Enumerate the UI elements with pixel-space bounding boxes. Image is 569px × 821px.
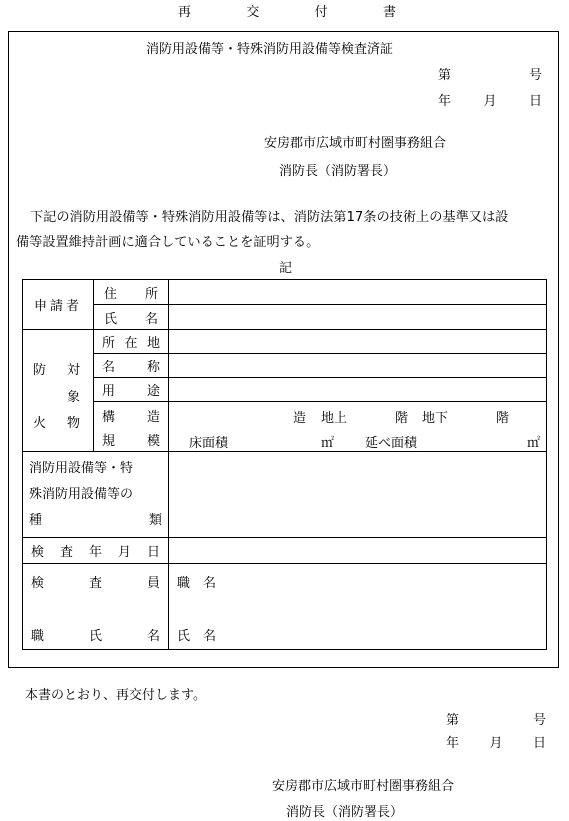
name-value[interactable] (169, 305, 547, 330)
date-line (438, 90, 542, 109)
name-label-char: 名 (144, 311, 158, 327)
applicant-cell (23, 280, 94, 330)
location-char: 地 (146, 336, 160, 351)
title-name-char: 名 (146, 629, 160, 644)
title-name-label (31, 625, 160, 644)
meisho-label-cell (94, 354, 169, 378)
inspection-date-char: 検 (31, 545, 45, 560)
structure-label-cell (94, 402, 169, 429)
inspection-date-char: 年 (88, 545, 102, 560)
equipment-type-label-cell (23, 452, 169, 538)
scale-label-cell (94, 429, 169, 452)
target-char: 物 (67, 415, 81, 431)
inspection-date-char: 日 (146, 545, 160, 560)
location-char: 在 (124, 336, 138, 351)
inspector-char: 検 (31, 576, 45, 591)
address-label-cell (94, 280, 169, 305)
usage-char: 途 (146, 384, 160, 399)
target-char: 防 (33, 362, 47, 378)
target-building-label (23, 336, 93, 446)
title-char: 再 (178, 5, 192, 20)
ki-label: 記 (279, 261, 293, 276)
address-label-char: 所 (144, 286, 158, 302)
reissue-issuer-org: 安房郡市広域市町村圏事務組合 (272, 779, 455, 794)
reissue-document-title (178, 1, 396, 20)
number-line (438, 64, 542, 83)
location-label-cell (94, 330, 169, 354)
shi-mei-label: 氏 名 (177, 629, 217, 644)
title-char: 書 (382, 5, 396, 20)
inspector-value[interactable] (169, 564, 547, 650)
target-char: 対 (67, 362, 81, 378)
floors-text: 階 (395, 411, 409, 426)
reissue-note: 本書のとおり、再交付します。 (25, 688, 206, 703)
sqm-unit: ㎡ (321, 435, 335, 451)
equipment-type-value[interactable] (169, 452, 547, 538)
title-name-char: 氏 (88, 629, 102, 644)
meisho-char: 名 (102, 360, 116, 375)
applicant-label: 申請者 (33, 299, 82, 314)
number-suffix: 号 (528, 68, 542, 83)
scale-value[interactable] (169, 429, 547, 452)
inspection-date-char: 月 (117, 545, 131, 560)
number-prefix: 第 (438, 68, 452, 83)
usage-char: 用 (102, 384, 116, 399)
inspector-char: 査 (88, 576, 102, 591)
month-label: 月 (489, 736, 503, 751)
year-label: 年 (438, 94, 452, 109)
inspection-date-label-cell (23, 538, 169, 564)
below-ground-text: 地下 (422, 411, 449, 426)
equipment-line3 (29, 508, 162, 534)
reissue-date-line (446, 732, 546, 751)
meisho-char: 称 (146, 360, 160, 375)
floor-area-label: 床面積 (189, 435, 229, 451)
floors-text: 階 (496, 411, 510, 426)
certificate-body-line2: 備等設置維持計画に適合していることを証明する。 (16, 235, 320, 250)
address-label-char: 住 (104, 286, 118, 302)
day-label: 日 (528, 94, 542, 109)
shoku-mei-label: 職 名 (177, 576, 217, 591)
scale-char: 模 (146, 434, 160, 450)
number-suffix: 号 (532, 713, 546, 728)
location-char: 所 (102, 336, 116, 351)
above-ground-text: 地上 (321, 411, 348, 426)
year-label: 年 (446, 736, 460, 751)
target-char: 象 (67, 389, 81, 405)
structure-char: 造 (146, 409, 160, 425)
title-char: 付 (314, 5, 328, 20)
issuer-org: 安房郡市広域市町村圏事務組合 (264, 136, 447, 151)
name-label-char: 氏 (104, 311, 118, 327)
sqm-unit: ㎡ (527, 435, 541, 451)
address-value[interactable] (169, 280, 547, 305)
day-label: 日 (532, 736, 546, 751)
reissue-issuer-title: 消防長（消防署長） (286, 805, 404, 820)
meisho-value[interactable] (169, 354, 547, 378)
scale-char: 規 (102, 434, 116, 450)
usage-label-cell (94, 378, 169, 402)
equipment-line1: 消防用設備等・特 (29, 460, 134, 476)
inspector-label-cell (23, 564, 169, 650)
issuer-title: 消防長（消防署長） (279, 164, 397, 179)
equipment-line2: 殊消防用設備等の (29, 486, 134, 502)
zou-text: 造 (293, 411, 307, 426)
equipment-char: 類 (148, 512, 162, 528)
month-label: 月 (483, 94, 497, 109)
inspection-date-char: 査 (59, 545, 73, 560)
certificate-body-line1: 下記の消防用設備等・特殊消防用設備等は、消防法第17条の技術上の基準又は設 (30, 210, 509, 225)
number-prefix: 第 (446, 713, 460, 728)
target-building-cell (23, 330, 94, 452)
usage-value[interactable] (169, 378, 547, 402)
inspector-label (31, 572, 160, 591)
total-area-label: 延べ面積 (365, 435, 418, 451)
inspector-char: 員 (146, 576, 160, 591)
structure-char: 構 (102, 409, 116, 425)
title-name-char: 職 (31, 629, 45, 644)
certificate-title: 消防用設備等・特殊消防用設備等検査済証 (146, 42, 394, 57)
target-char: 火 (33, 415, 47, 431)
title-char: 交 (246, 5, 260, 20)
reissue-number-line (446, 709, 546, 728)
certificate-table (22, 279, 547, 650)
inspection-date-value[interactable] (169, 538, 547, 564)
location-value[interactable] (169, 330, 547, 354)
name-label-cell (94, 305, 169, 330)
structure-value[interactable] (169, 402, 547, 429)
equipment-char: 種 (29, 512, 43, 528)
